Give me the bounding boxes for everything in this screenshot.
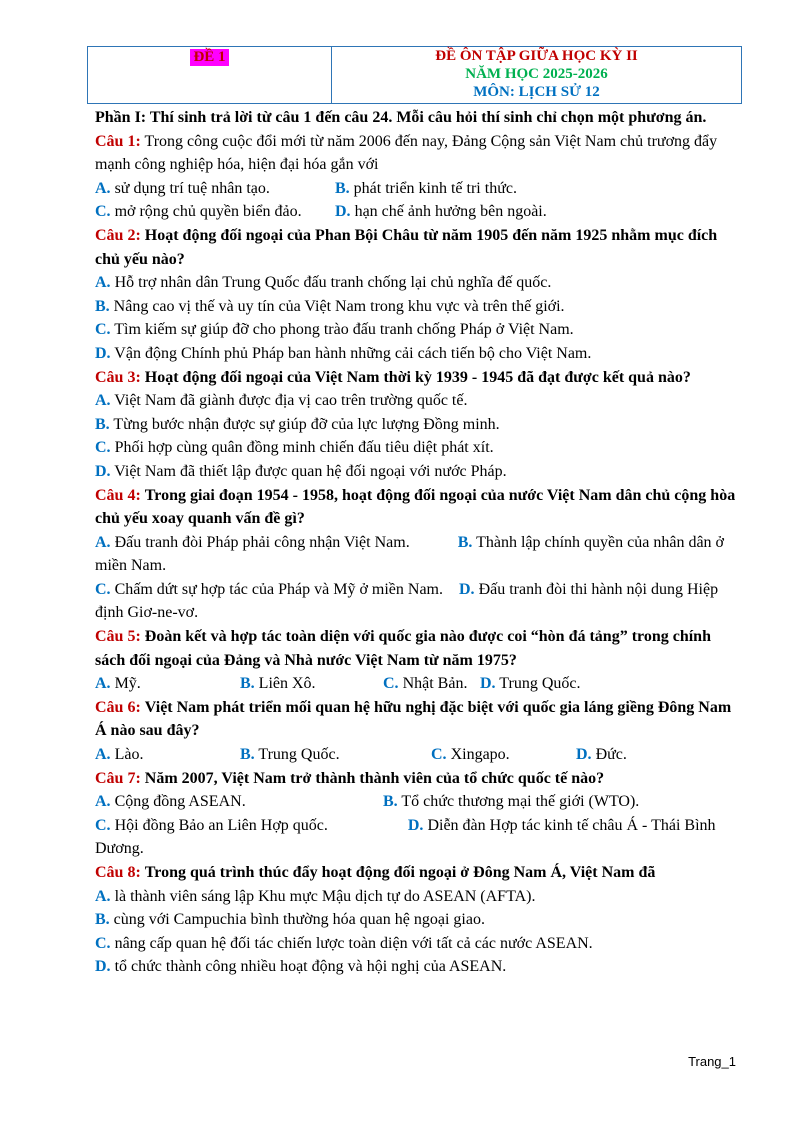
exam-code-label: ĐỀ 1	[190, 49, 228, 66]
option-text: Việt Nam đã giành được địa vị cao trên trường quốc tế.	[114, 392, 468, 410]
option-text: Xingapo.	[450, 746, 510, 764]
option-text: tổ chức thành công nhiều hoạt động và hội nghị của ASEAN.	[114, 958, 507, 976]
option-b	[95, 413, 743, 437]
options-row	[95, 200, 743, 224]
option-letter: D.	[480, 675, 496, 693]
option-text: Lào.	[114, 746, 144, 764]
options-row	[95, 672, 743, 696]
option-text: phát triển kinh tế tri thức.	[353, 179, 517, 197]
option-letter: D.	[576, 746, 592, 764]
option-letter: B.	[95, 297, 110, 315]
option-text: Việt Nam đã thiết lập được quan hệ đối ngoại với nước Pháp.	[114, 462, 507, 480]
option-letter: D.	[407, 816, 424, 834]
option-c	[95, 200, 335, 224]
option-letter: A.	[95, 746, 111, 764]
question-text: Năm 2007, Việt Nam trở thành thành viên của tổ chức quốc tế nào?	[144, 769, 605, 787]
option-d	[95, 955, 743, 979]
option-a	[95, 672, 240, 696]
options-row	[95, 177, 743, 201]
option-text: mở rộng chủ quyền biển đảo.	[114, 203, 302, 221]
question-4	[95, 484, 743, 531]
options-row	[95, 531, 743, 578]
question-number: Câu 3:	[95, 368, 141, 386]
option-text: Chấm dứt sự hợp tác của Pháp và Mỹ ở miền Nam.	[114, 580, 443, 598]
option-letter: D.	[95, 344, 111, 362]
option-text: Trung Quốc.	[499, 675, 581, 693]
option-letter: D.	[335, 203, 351, 221]
question-number: Câu 1:	[95, 132, 141, 150]
option-text: Tổ chức thương mại thế giới (WTO).	[401, 793, 640, 811]
options-row	[95, 814, 743, 861]
option-c	[383, 672, 480, 696]
option-text: Thành lập chính quyền của nhân dân ở miền Nam.	[95, 533, 725, 575]
header-table	[87, 46, 742, 104]
question-text: Việt Nam phát triển mối quan hệ hữu nghị đặc biệt với quốc gia láng giềng Đông Nam Á nào sau đây?	[95, 698, 732, 740]
option-letter: A.	[95, 887, 111, 905]
option-b	[240, 743, 431, 767]
option-text: Từng bước nhận được sự giúp đỡ của lực lượng Đồng minh.	[113, 415, 500, 433]
question-text: Hoạt động đối ngoại của Việt Nam thời kỳ 1939 - 1945 đã đạt được kết quả nào?	[144, 368, 691, 386]
option-c	[95, 436, 743, 460]
option-a	[95, 790, 383, 814]
option-d	[95, 342, 743, 366]
options-row	[95, 578, 743, 625]
option-d	[480, 672, 580, 696]
option-letter: D.	[95, 462, 111, 480]
option-letter: B.	[457, 533, 473, 551]
option-a	[95, 177, 335, 201]
option-d	[95, 460, 743, 484]
option-letter: B.	[383, 793, 398, 811]
option-text: Phối hợp cùng quân đồng minh chiến đấu tiêu diệt phát xít.	[114, 439, 494, 457]
options-row	[95, 790, 743, 814]
question-6	[95, 696, 743, 743]
option-letter: C.	[95, 816, 111, 834]
option-a	[95, 271, 743, 295]
option-b	[335, 177, 517, 201]
option-letter: C.	[431, 746, 447, 764]
question-5	[95, 625, 743, 672]
option-a	[95, 885, 743, 909]
option-b	[383, 790, 639, 814]
option-text: Tìm kiếm sự giúp đỡ cho phong trào đấu tranh chống Pháp ở Việt Nam.	[114, 321, 574, 339]
question-number: Câu 4:	[95, 486, 141, 504]
option-c	[95, 318, 743, 342]
question-3	[95, 366, 743, 390]
page-number: Trang_1	[688, 1054, 736, 1069]
option-letter: A.	[95, 793, 111, 811]
question-7	[95, 767, 743, 791]
question-text: Trong quá trình thúc đẩy hoạt động đối ngoại ở Đông Nam Á, Việt Nam đã	[144, 864, 656, 881]
option-b	[95, 295, 743, 319]
option-text: Đức.	[595, 746, 627, 764]
option-letter: B.	[95, 415, 110, 433]
option-text: hạn chế ảnh hưởng bên ngoài.	[354, 203, 547, 221]
option-letter: C.	[95, 321, 111, 339]
options-row	[95, 743, 743, 767]
option-text: Diễn đàn Hợp tác kinh tế châu Á - Thái Bình Dương.	[95, 816, 716, 858]
part-instructions: Phần I: Thí sinh trả lời từ câu 1 đến câu 24. Mỗi câu hỏi thí sinh chỉ chọn một phương án.	[95, 109, 707, 126]
exam-content	[95, 106, 743, 979]
option-letter: A.	[95, 179, 111, 197]
option-letter: C.	[95, 203, 111, 221]
option-letter: C.	[95, 934, 111, 952]
option-letter: B.	[240, 746, 255, 764]
option-c	[95, 932, 743, 956]
question-number: Câu 2:	[95, 226, 141, 244]
question-text: Đoàn kết và hợp tác toàn diện với quốc gia nào được coi “hòn đá tảng” trong chính sách đối ngoại của Đảng và Nhà nước Việt Nam từ năm 1975?	[95, 628, 711, 669]
question-number: Câu 8:	[95, 864, 141, 881]
option-letter: A.	[95, 392, 111, 410]
question-number: Câu 7:	[95, 769, 141, 787]
option-b	[240, 672, 383, 696]
question-8	[95, 861, 743, 885]
school-year: NĂM HỌC 2025-2026	[465, 66, 608, 82]
option-a	[95, 389, 743, 413]
option-letter: C.	[95, 580, 111, 598]
option-text: Đấu tranh đòi Pháp phải công nhận Việt Nam.	[114, 533, 410, 551]
option-d	[576, 743, 627, 767]
option-letter: C.	[95, 439, 111, 457]
question-text: Trong công cuộc đổi mới từ năm 2006 đến nay, Đảng Cộng sản Việt Nam chủ trương đẩy mạnh công nghiệp hóa, hiện đại hóa gắn với	[95, 132, 718, 174]
option-text: Đấu tranh đòi thi hành nội dung Hiệp định Giơ-ne-vơ.	[95, 580, 719, 622]
option-letter: B.	[335, 179, 350, 197]
option-text: Hội đồng Bảo an Liên Hợp quốc.	[114, 816, 328, 834]
option-text: Nâng cao vị thế và uy tín của Việt Nam trong khu vực và trên thế giới.	[113, 297, 565, 315]
option-text: là thành viên sáng lập Khu mực Mậu dịch tự do ASEAN (AFTA).	[114, 887, 536, 905]
option-text: cùng với Campuchia bình thường hóa quan hệ ngoại giao.	[113, 911, 485, 929]
question-number: Câu 5:	[95, 628, 141, 646]
exam-title: ĐỀ ÔN TẬP GIỮA HỌC KỲ II	[435, 48, 638, 64]
option-text: Liên Xô.	[258, 675, 316, 693]
option-letter: B.	[95, 911, 110, 929]
question-number: Câu 6:	[95, 698, 141, 716]
subject-label: MÔN: LỊCH SỬ 12	[473, 84, 600, 100]
option-text: Nhật Bản.	[402, 675, 468, 693]
option-letter: D.	[459, 580, 475, 598]
question-1	[95, 130, 743, 177]
option-d	[335, 200, 547, 224]
option-c	[431, 743, 576, 767]
header-right-cell	[332, 47, 742, 104]
option-letter: B.	[240, 675, 255, 693]
header-left-cell	[88, 47, 332, 104]
option-letter: A.	[95, 533, 111, 551]
question-text: Hoạt động đối ngoại của Phan Bội Châu từ năm 1905 đến năm 1925 nhằm mục đích chủ yếu nào?	[95, 226, 718, 268]
option-letter: D.	[95, 958, 111, 976]
option-text: Vận động Chính phủ Pháp ban hành những cải cách tiến bộ cho Việt Nam.	[114, 344, 592, 362]
option-text: Cộng đồng ASEAN.	[114, 793, 246, 811]
question-text: Trong giai đoạn 1954 - 1958, hoạt động đối ngoại của nước Việt Nam dân chủ cộng hòa chủ yếu xoay quanh vấn đề gì?	[95, 486, 736, 528]
option-letter: C.	[383, 675, 399, 693]
option-text: sử dụng trí tuệ nhân tạo.	[114, 179, 270, 197]
option-letter: A.	[95, 274, 111, 292]
option-letter: A.	[95, 675, 111, 693]
option-text: Hỗ trợ nhân dân Trung Quốc đấu tranh chống lại chủ nghĩa đế quốc.	[114, 274, 552, 292]
question-2	[95, 224, 743, 271]
option-b	[95, 908, 743, 932]
option-text: Mỹ.	[114, 675, 141, 693]
option-a	[95, 743, 240, 767]
option-text: Trung Quốc.	[258, 746, 340, 764]
option-text: nâng cấp quan hệ đối tác chiến lược toàn diện với tất cả các nước ASEAN.	[114, 934, 593, 952]
